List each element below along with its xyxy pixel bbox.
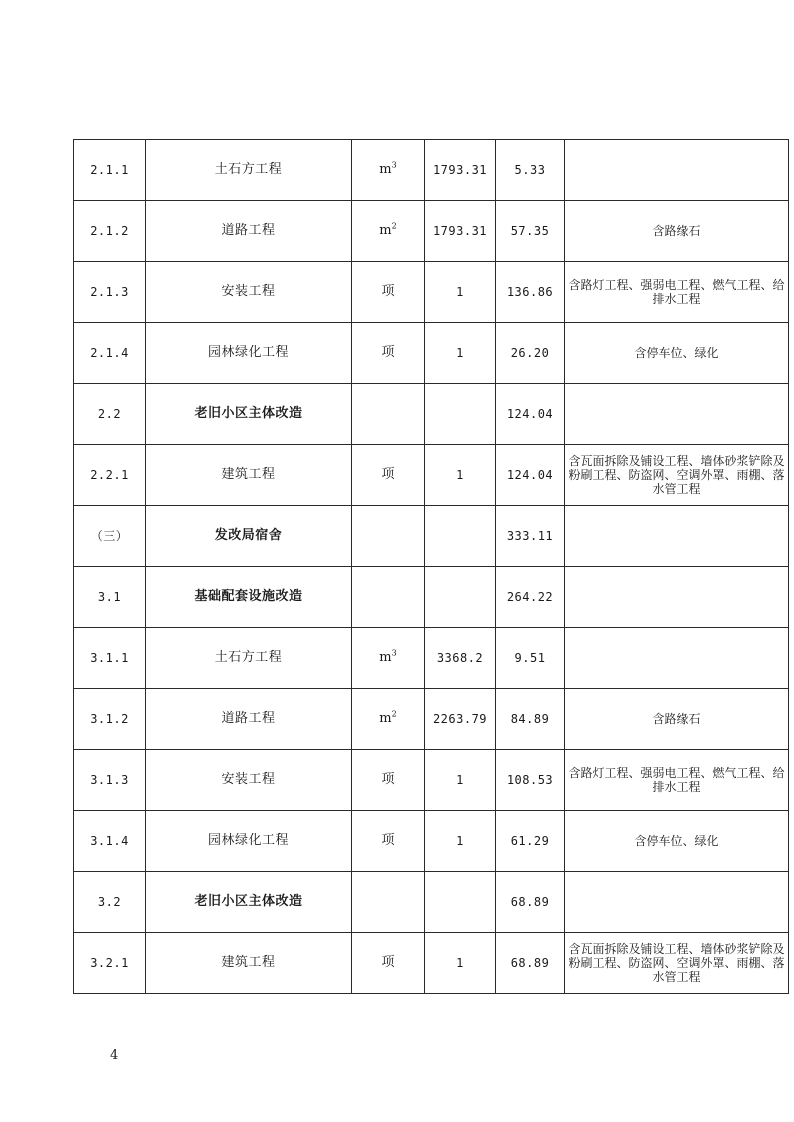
remark-cell [565,140,789,201]
unit-text: 项 [381,955,395,970]
table-row [74,750,789,811]
unit-cell [352,384,425,445]
budget-table-body [74,140,789,994]
remark-cell: 含路缘石 [565,201,789,262]
item-name-cell: 道路工程 [146,201,352,262]
quantity-cell [425,506,496,567]
remark-cell [565,506,789,567]
item-number-cell: 3.1 [74,567,146,628]
quantity-cell [425,567,496,628]
item-name-cell: 安装工程 [146,262,352,323]
item-number-cell: 2.2.1 [74,445,146,506]
item-number-cell: （三） [74,506,146,567]
quantity-cell: 1 [425,933,496,994]
unit-cell [352,201,425,262]
amount-cell: 136.86 [496,262,565,323]
table-row [74,140,789,201]
unit-text: m [379,711,392,726]
quantity-cell: 1793.31 [425,201,496,262]
unit-cell [352,567,425,628]
unit-text: 项 [381,467,395,482]
amount-cell: 68.89 [496,933,565,994]
unit-cell [352,933,425,994]
table-row [74,323,789,384]
item-number-cell: 3.1.3 [74,750,146,811]
unit-cell [352,872,425,933]
quantity-cell [425,872,496,933]
quantity-cell: 1 [425,445,496,506]
remark-cell: 含路灯工程、强弱电工程、燃气工程、给排水工程 [565,750,789,811]
remark-cell [565,567,789,628]
table-row [74,384,789,445]
unit-text: m [379,223,392,238]
amount-cell: 68.89 [496,872,565,933]
table-row [74,262,789,323]
unit-exponent: 2 [391,221,397,231]
item-name-cell: 园林绿化工程 [146,811,352,872]
unit-exponent: 3 [391,160,397,170]
quantity-cell: 3368.2 [425,628,496,689]
unit-text: 项 [381,833,395,848]
quantity-cell [425,384,496,445]
unit-cell [352,689,425,750]
item-name-cell: 道路工程 [146,689,352,750]
table-row [74,506,789,567]
item-number-cell: 3.2.1 [74,933,146,994]
amount-cell: 333.11 [496,506,565,567]
item-number-cell: 2.1.4 [74,323,146,384]
quantity-cell: 1 [425,750,496,811]
remark-cell: 含瓦面拆除及铺设工程、墙体砂浆铲除及粉刷工程、防盗网、空调外罩、雨棚、落水管工程 [565,445,789,506]
amount-cell: 84.89 [496,689,565,750]
table-row [74,872,789,933]
amount-cell: 57.35 [496,201,565,262]
remark-cell [565,384,789,445]
item-name-cell: 土石方工程 [146,140,352,201]
quantity-cell: 1 [425,811,496,872]
item-number-cell: 2.1.1 [74,140,146,201]
amount-cell: 26.20 [496,323,565,384]
item-number-cell: 2.1.3 [74,262,146,323]
amount-cell: 108.53 [496,750,565,811]
table-row [74,567,789,628]
amount-cell: 124.04 [496,384,565,445]
item-number-cell: 3.2 [74,872,146,933]
item-name-cell: 安装工程 [146,750,352,811]
unit-exponent: 3 [391,648,397,658]
amount-cell: 264.22 [496,567,565,628]
remark-cell: 含停车位、绿化 [565,323,789,384]
item-name-cell: 发改局宿舍 [146,506,352,567]
amount-cell: 5.33 [496,140,565,201]
unit-cell [352,323,425,384]
budget-table [73,139,789,994]
item-number-cell: 3.1.4 [74,811,146,872]
remark-cell [565,628,789,689]
item-name-cell: 土石方工程 [146,628,352,689]
table-row [74,201,789,262]
item-number-cell: 2.2 [74,384,146,445]
table-row [74,445,789,506]
unit-text: m [379,162,392,177]
table-row [74,933,789,994]
unit-cell [352,506,425,567]
item-name-cell: 园林绿化工程 [146,323,352,384]
quantity-cell: 2263.79 [425,689,496,750]
quantity-cell: 1793.31 [425,140,496,201]
unit-text: 项 [381,284,395,299]
item-name-cell: 基础配套设施改造 [146,567,352,628]
unit-cell [352,628,425,689]
remark-cell: 含路灯工程、强弱电工程、燃气工程、给排水工程 [565,262,789,323]
remark-cell: 含停车位、绿化 [565,811,789,872]
item-number-cell: 3.1.2 [74,689,146,750]
unit-cell [352,811,425,872]
unit-cell [352,445,425,506]
unit-text: 项 [381,772,395,787]
item-name-cell: 建筑工程 [146,445,352,506]
unit-cell [352,140,425,201]
quantity-cell: 1 [425,262,496,323]
item-number-cell: 2.1.2 [74,201,146,262]
item-name-cell: 老旧小区主体改造 [146,384,352,445]
unit-text: 项 [381,345,395,360]
amount-cell: 9.51 [496,628,565,689]
unit-cell [352,750,425,811]
unit-cell [352,262,425,323]
item-name-cell: 老旧小区主体改造 [146,872,352,933]
remark-cell: 含路缘石 [565,689,789,750]
page-number: 4 [110,1048,119,1063]
item-name-cell: 建筑工程 [146,933,352,994]
quantity-cell: 1 [425,323,496,384]
amount-cell: 124.04 [496,445,565,506]
table-row [74,628,789,689]
remark-cell: 含瓦面拆除及铺设工程、墙体砂浆铲除及粉刷工程、防盗网、空调外罩、雨棚、落水管工程 [565,933,789,994]
unit-text: m [379,650,392,665]
remark-cell [565,872,789,933]
table-row [74,689,789,750]
amount-cell: 61.29 [496,811,565,872]
unit-exponent: 2 [391,709,397,719]
item-number-cell: 3.1.1 [74,628,146,689]
table-row [74,811,789,872]
